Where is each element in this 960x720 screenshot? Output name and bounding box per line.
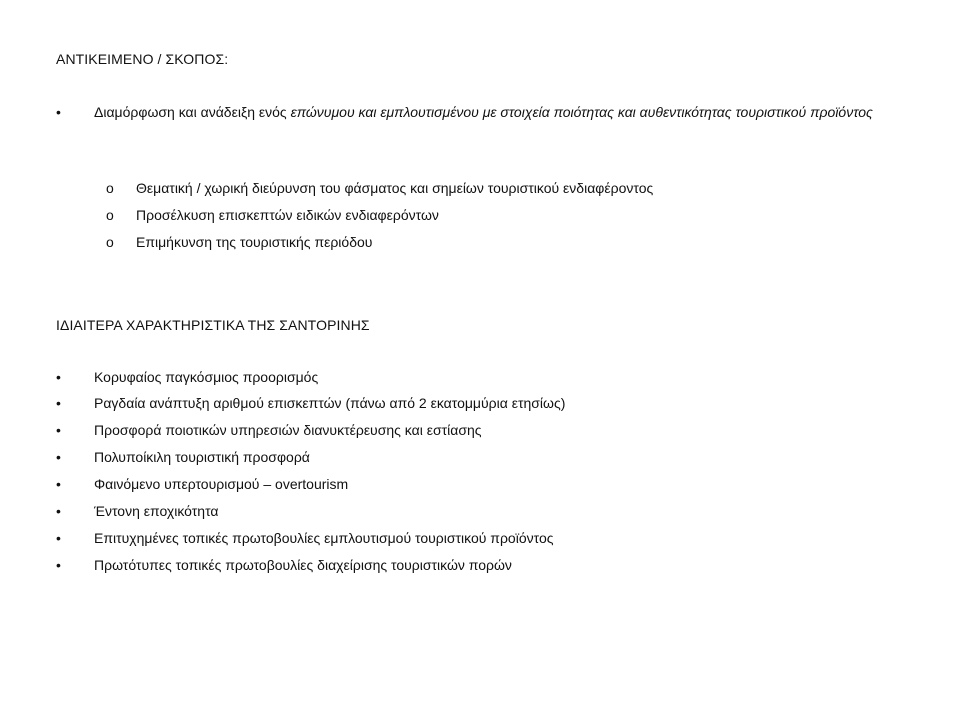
- bullet-marker: •: [56, 104, 61, 120]
- feature-item-text: Έντονη εποχικότητα: [94, 503, 219, 519]
- objective-main-prefix: Διαμόρφωση και ανάδειξη ενός: [94, 104, 291, 120]
- bullet-marker: •: [56, 503, 61, 519]
- bullet-marker: •: [56, 530, 61, 546]
- objective-heading: ΑΝΤΙΚΕΙΜΕΝΟ / ΣΚΟΠΟΣ:: [56, 51, 229, 67]
- objective-main-text: [94, 101, 904, 124]
- feature-item-text: Προσφορά ποιοτικών υπηρεσιών διανυκτέρευσης και εστίασης: [94, 422, 482, 438]
- bullet-marker: •: [56, 369, 61, 385]
- sub-bullet-marker: o: [106, 207, 114, 223]
- feature-item-text: Πρωτότυπες τοπικές πρωτοβουλίες διαχείρισης τουριστικών πορών: [94, 557, 512, 573]
- objective-sub-item-text: Προσέλκυση επισκεπτών ειδικών ενδιαφερόντων: [136, 207, 439, 223]
- feature-item-text: Φαινόμενο υπερτουρισμού – overtourism: [94, 476, 349, 492]
- objective-main-bullet: [56, 101, 904, 124]
- bullet-marker: •: [56, 476, 61, 492]
- bullet-marker: •: [56, 557, 61, 573]
- objective-sub-item-text: Θεματική / χωρική διεύρυνση του φάσματος και σημείων τουριστικού ενδιαφέροντος: [136, 180, 654, 196]
- bullet-marker: •: [56, 395, 61, 411]
- objective-sub-item-text: Επιμήκυνση της τουριστικής περιόδου: [136, 234, 373, 250]
- feature-item-text: Επιτυχημένες τοπικές πρωτοβουλίες εμπλουτισμού τουριστικού προϊόντος: [94, 530, 554, 546]
- objective-main-emphasis: επώνυμου και εμπλουτισμένου με στοιχεία ποιότητας και αυθεντικότητας τουριστικού προϊόντος: [290, 104, 873, 120]
- feature-item-text: Ραγδαία ανάπτυξη αριθμού επισκεπτών (πάνω από 2 εκατομμύρια ετησίως): [94, 395, 566, 411]
- feature-item-text: Πολυποίκιλη τουριστική προσφορά: [94, 449, 310, 465]
- sub-bullet-marker: o: [106, 234, 114, 250]
- bullet-marker: •: [56, 422, 61, 438]
- bullet-marker: •: [56, 449, 61, 465]
- sub-bullet-marker: o: [106, 180, 114, 196]
- features-heading: ΙΔΙΑΙΤΕΡΑ ΧΑΡΑΚΤΗΡΙΣΤΙΚΑ ΤΗΣ ΣΑΝΤΟΡΙΝΗΣ: [56, 317, 370, 333]
- feature-item-text: Κορυφαίος παγκόσμιος προορισμός: [94, 369, 319, 385]
